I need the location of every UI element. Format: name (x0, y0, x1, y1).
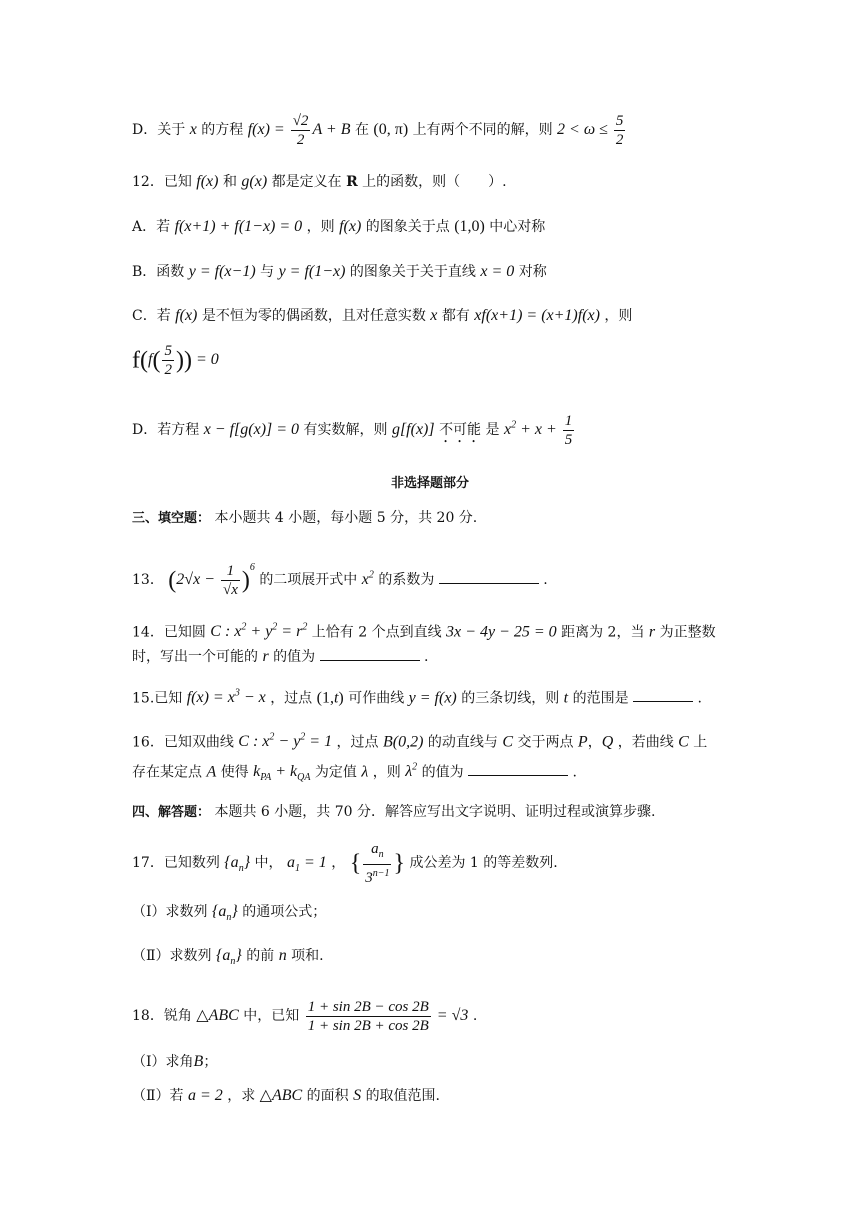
part4-desc: 本题共 6 小题，共 70 分．解答应写出文字说明、证明过程或演算步骤. (214, 804, 656, 820)
q14-line2a: 时，写出一个可能的 (132, 649, 258, 665)
q15-text1: ，过点 (270, 690, 313, 707)
q16-line2e: 的值为 (421, 764, 464, 781)
q12d-poly: $x^2 + x$ + $\frac{1}{5}$ (503, 413, 573, 448)
q13-end: . (543, 572, 548, 588)
q16-end: . (572, 764, 577, 781)
q14-circle: C : $x^2 + y^2 = r^2$ (210, 622, 308, 641)
q12c-text3: ，则 (604, 308, 633, 324)
q11d-equation: f(x) = $\frac{√2}{2}$ A + B (247, 113, 351, 148)
q18-triangle2: △ABC (259, 1087, 303, 1104)
section-title: 非选择题部分 (390, 476, 469, 491)
q17-I: （Ⅰ）求数列 (132, 904, 208, 920)
q16-line2c: 为定值 (314, 764, 357, 781)
q14-end: . (424, 649, 429, 665)
q14-blank[interactable] (320, 646, 420, 661)
q15-num: 15.已知 (132, 690, 183, 707)
q15-blank[interactable] (633, 687, 693, 702)
q16-lambda2: $\lambda^2$ (405, 762, 418, 781)
q15-text2: 可作曲线 (348, 690, 405, 707)
q12c-text1: 是不恒为零的偶函数，且对任意实数 (201, 308, 426, 324)
q17-part1 (132, 902, 728, 928)
q12b-f2: y = f(1−x) (278, 263, 346, 280)
q12-option-b (132, 262, 728, 282)
q12a-text1: ，则 (306, 219, 335, 235)
q14-text1: 上恰有 2 个点到直线 (311, 624, 442, 641)
q18-text1: 中，已知 (243, 1008, 300, 1024)
q12b-text3: 对称 (518, 264, 547, 280)
q18-end: . (472, 1008, 478, 1024)
q18-num: 18．锐角 (132, 1008, 192, 1024)
q12d-text1: 有实数解，则 (303, 422, 388, 439)
q12b-line: x = 0 (480, 263, 515, 280)
q16: 16．已知双曲线 C : $x^2 - y^2 = 1$ ，过点 B(0,2) 的动直线与 C 交于两点 P，Q ，若曲线 C 上 (132, 732, 708, 751)
q11d-range: 2 < ω ≤ $\frac{5}{2}$ (557, 113, 624, 148)
q12a-point: (1,0) (454, 218, 485, 235)
q17-a1: $a_1 = 1$ (287, 854, 327, 875)
q11-option-d (132, 112, 728, 149)
part4-head: 四、解答题： (132, 805, 211, 820)
q12a-text2: 的图象关于点 (365, 219, 450, 235)
q12-option-a (132, 217, 728, 237)
q16-hyperbola: C : $x^2 - y^2 = 1$ (238, 732, 333, 751)
q18-II-end: 的取值范围. (365, 1088, 441, 1104)
q16-Q: Q (601, 733, 614, 751)
q12-stem-end: 上的函数，则（ ）. (362, 174, 507, 190)
q18-a: a = 2 (187, 1087, 223, 1104)
q16-point: B(0,2) (383, 733, 424, 751)
q12a-fx: f(x) (339, 218, 362, 235)
q12b-text1: 与 (260, 264, 275, 280)
q13-text2: 的系数为 (378, 572, 435, 588)
q14-text3: 为正整数 (659, 624, 716, 641)
q14-r: r (648, 623, 656, 641)
q11d-text1: 的方程 (201, 122, 244, 139)
q16-text5: 上 (693, 734, 708, 751)
q16-text1: ，过点 (336, 734, 379, 751)
q12c-eq: xf(x+1) = (x+1)f(x) (474, 307, 600, 324)
q17-II-end2: 项和. (291, 948, 324, 964)
q14 (132, 618, 728, 642)
q15 (132, 684, 728, 708)
q16-num: 16．已知双曲线 (132, 734, 234, 751)
q16-line2a: 存在某定点 (132, 764, 202, 781)
q17-part2 (132, 946, 728, 972)
q12-gx: g(x) (241, 173, 268, 190)
q17-n: n (278, 947, 287, 964)
q16-text2: 的动直线与 (427, 734, 498, 751)
q12-option-d (132, 412, 728, 449)
part3-heading (132, 508, 728, 529)
q14-r2: r (262, 648, 269, 665)
q15-text4: 的范围是 (572, 690, 629, 707)
part4-heading (132, 802, 728, 823)
q18-B: B (193, 1053, 204, 1070)
q13-num: 13． (132, 572, 164, 588)
q15-text3: 的三条切线，则 (461, 690, 560, 707)
q16-line2b: 使得 (220, 764, 249, 781)
q14-line: 3x − 4y − 25 = 0 (446, 623, 557, 641)
q17-II: （Ⅱ）求数列 (132, 948, 212, 964)
q12c-x: x (430, 307, 438, 324)
q17-num: 17．已知数列 (132, 855, 220, 872)
q12a-eq: f(x+1) + f(1−x) = 0 (174, 218, 303, 235)
q12a-label: A．若 (132, 219, 171, 235)
q14-line2b: 的值为 (273, 649, 316, 665)
q16-line2d: ，则 (372, 764, 401, 781)
q11d-text3: 上有两个不同的解，则 (412, 122, 553, 139)
q16-text4: ，若曲线 (617, 734, 674, 751)
q12c-label: C．若 (132, 308, 171, 324)
q18-I-end: ； (203, 1054, 218, 1070)
q12-real-set: R (346, 174, 358, 190)
q15-point: (1,t) (316, 689, 344, 707)
q12b-text2: 的图象关于关于直线 (349, 264, 476, 280)
q18-part1 (132, 1052, 728, 1072)
q14-num: 14．已知圆 (132, 624, 206, 641)
q16-A: A (206, 763, 217, 781)
q12d-text2: 是 (485, 422, 500, 439)
q17-I-end: 的通项公式； (242, 904, 327, 920)
q17-II-seq: $\{a_n\}$ (215, 947, 242, 968)
q17-text3: 成公差为 1 的等差数列. (409, 855, 558, 872)
q12c-text2: 都有 (441, 308, 470, 324)
q15-t: t (563, 689, 569, 707)
q15-fx: $f(x) = x^3 - x$ (186, 688, 266, 707)
q11d-label: D．关于 (132, 122, 186, 139)
q12-option-c-cont (132, 342, 728, 379)
q18-II-text2: 的面积 (306, 1088, 349, 1104)
q11d-text2: 在 (354, 122, 369, 139)
q16-C: C (502, 733, 514, 751)
q16-P: P (577, 733, 588, 751)
q16-lambda: λ (361, 763, 369, 781)
q11d-interval: (0, π) (373, 121, 409, 139)
q12-stem-mid: 都是定义在 (271, 174, 342, 190)
q17-II-end: 的前 (246, 948, 275, 964)
q17-frac-seq: { $\frac{a_n}{3^{n-1}}$ } (349, 841, 406, 886)
q18-S: S (353, 1087, 362, 1104)
q13-blank[interactable] (439, 569, 539, 584)
q15-curve: y = f(x) (408, 689, 457, 707)
q12b-f1: y = f(x−1) (188, 263, 256, 280)
q12c-result: f(f( $\frac{5}{2}$ )) = 0 (132, 343, 219, 378)
q16-slopes: $k_{PA} + k_{QA}$ (253, 763, 311, 784)
q12-fx: f(x) (196, 173, 219, 190)
q12d-not: 不可能 (439, 422, 482, 439)
q18-part2 (132, 1086, 728, 1106)
q12b-label: B．函数 (132, 264, 185, 280)
q17-text1: 中， (254, 855, 283, 872)
q12-stem (132, 172, 728, 192)
part3-head: 三、填空题： (132, 511, 211, 526)
q17-seq: $\{a_n\}$ (224, 854, 251, 875)
q12a-text3: 中心对称 (489, 219, 546, 235)
q18-triangle: △ABC (196, 1007, 239, 1024)
q13-text: 的二项展开式中 (259, 572, 358, 588)
q16-blank[interactable] (468, 761, 568, 776)
q12-stem-and: 和 (222, 174, 237, 190)
q16-C2: C (678, 733, 689, 751)
q18-II-text: ，求 (227, 1088, 256, 1104)
q12-stem-start: 12．已知 (132, 174, 192, 190)
q18-I: （Ⅰ）求角 (132, 1054, 194, 1070)
q14-cont (132, 646, 728, 667)
q12d-gfx: g[f(x)] (391, 421, 435, 439)
q16-text3: 交于两点 (517, 734, 574, 751)
q16-cont (132, 758, 728, 789)
q12d-label: D．若方程 (132, 422, 200, 439)
q18-II: （Ⅱ）若 (132, 1088, 184, 1104)
q12d-eq: x − f[g(x)] = 0 (203, 421, 300, 439)
q17-I-seq: $\{a_n\}$ (211, 903, 238, 924)
part3-desc: 本小题共 4 小题，每小题 5 分，共 20 分. (214, 510, 478, 526)
q13-x2: $x^2$ (361, 569, 374, 588)
q17-text2: ， (331, 855, 346, 872)
q12-option-c (132, 306, 728, 326)
q14-text2: 距离为 2，当 (561, 624, 645, 641)
q15-end: . (697, 690, 702, 707)
q18-eq: $\frac{1 + \sin 2B - \cos 2B}{1 + \sin 2B + \cos 2B}$ = √3 (307, 998, 469, 1034)
q13 (132, 548, 728, 600)
q11d-var: x (189, 121, 197, 139)
q12c-fx: f(x) (175, 307, 198, 324)
q13-expr: (2√x − $\frac{1}{√x}$ )$^6$ (168, 562, 255, 598)
q18 (132, 994, 728, 1038)
q17 (132, 840, 728, 889)
